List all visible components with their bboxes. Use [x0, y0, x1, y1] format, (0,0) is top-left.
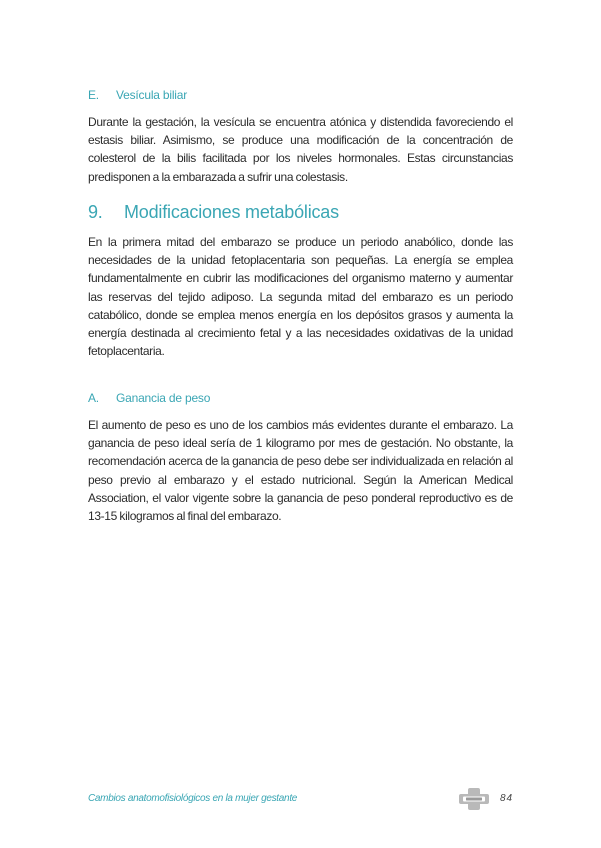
page-number: 84	[500, 793, 514, 804]
subsection-heading-ganancia-de-peso	[88, 391, 210, 405]
section-title: Modificaciones metabólicas	[124, 202, 339, 222]
subsection-letter: E.	[88, 88, 99, 102]
paragraph-modificaciones-metabolicas: En la primera mitad del embarazo se produce un periodo anabólico, donde las necesidades de la unidad fetoplacentaria son pequeñas. La energía se emplea fundamentalmente en cubrir las modificaciones del organismo materno y aumentar las reservas del tejido adiposo. La segunda mitad del embarazo es un periodo catabólico, donde se emplea menos energía en los depósitos grasos y aumenta la energía destinada al crecimiento fetal y a las necesidades oxidativas de la unidad fetoplacentaria.	[88, 235, 513, 359]
section-heading-modificaciones-metabolicas	[88, 202, 339, 223]
paragraph-vesicula-biliar: Durante la gestación, la vesícula se encuentra atónica y distendida favoreciendo el estasis biliar. Asimismo, se produce una modificación de la concentración de colesterol de la bilis facilitada por los niveles hormonales. Estas circunstancias predisponen a la embarazada a sufrir una colestasis.	[88, 115, 513, 184]
subsection-title: Ganancia de peso	[116, 391, 211, 405]
subsection-letter: A.	[88, 391, 99, 405]
footer-running-title: Cambios anatomofisiológicos en la mujer gestante	[88, 793, 298, 804]
subsection-heading-vesicula-biliar	[88, 88, 187, 102]
paragraph-ganancia-de-peso: El aumento de peso es uno de los cambios más evidentes durante el embarazo. La ganancia de peso ideal sería de 1 kilogramo por mes de gestación. No obstante, la recomendación acerca de la ganancia de peso debe ser individualizada en relación al peso previo al embarazo y el estado nutricional. Según la American Medical Association, el valor vigente sobre la ganancia de peso ponderal reproductivo es de 13-15 kilogramos al final del embarazo.	[88, 418, 513, 524]
section-number: 9.	[88, 202, 103, 222]
institution-logo-icon	[459, 788, 489, 810]
subsection-title: Vesícula biliar	[116, 88, 188, 102]
